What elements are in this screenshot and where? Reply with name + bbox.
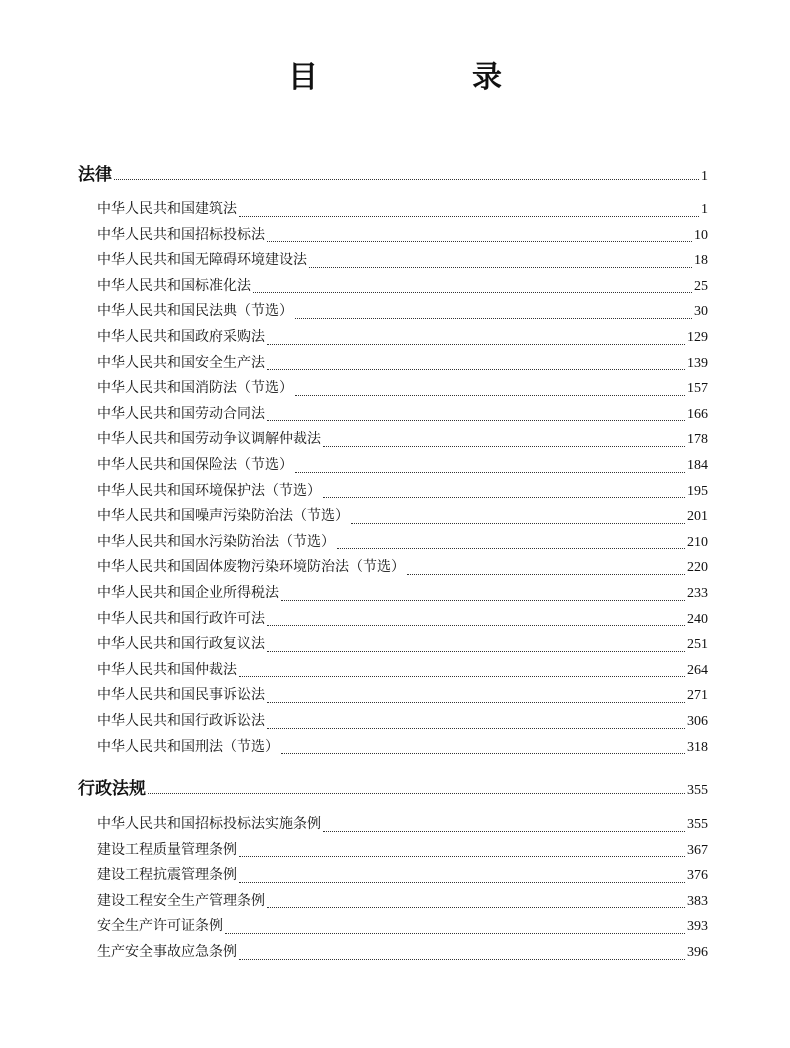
dot-leader — [267, 369, 685, 370]
entry-title: 安全生产许可证条例 — [97, 918, 223, 935]
entry-title: 生产安全事故应急条例 — [97, 944, 237, 960]
page-number: 264 — [687, 662, 708, 678]
page-number: 157 — [687, 381, 708, 397]
toc-entry[interactable] — [97, 275, 708, 299]
page-number: 393 — [687, 919, 708, 935]
dot-leader — [239, 676, 685, 677]
dot-leader — [239, 882, 685, 883]
toc-entry[interactable] — [97, 326, 708, 350]
entry-title: 中华人民共和国无障碍环境建设法 — [97, 252, 307, 269]
toc-section-heading[interactable] — [78, 774, 708, 800]
page-number: 129 — [687, 330, 708, 345]
dot-leader — [267, 702, 685, 703]
dot-leader — [225, 933, 685, 934]
toc-entry[interactable] — [97, 813, 708, 837]
page-number: 251 — [687, 637, 708, 653]
page-number: 1 — [701, 169, 708, 184]
toc-entry[interactable] — [97, 300, 708, 324]
toc-entry[interactable] — [97, 633, 708, 657]
toc-entry[interactable] — [97, 403, 708, 427]
page-number: 184 — [687, 458, 708, 473]
entry-title: 中华人民共和国招标投标法 — [97, 226, 265, 243]
toc-entry[interactable] — [97, 710, 708, 734]
page-number: 271 — [687, 688, 708, 704]
entry-title: 中华人民共和国行政许可法 — [97, 610, 265, 627]
page-number: 383 — [687, 893, 708, 909]
toc-entry[interactable] — [97, 198, 708, 222]
page-number: 318 — [687, 739, 708, 755]
dot-leader — [295, 318, 692, 319]
entry-title: 中华人民共和国政府采购法 — [97, 329, 265, 345]
page-number: 240 — [687, 611, 708, 627]
dot-leader — [337, 548, 685, 549]
dot-leader — [351, 523, 685, 524]
entry-title: 中华人民共和国刑法（节选） — [97, 738, 279, 755]
dot-leader — [295, 472, 685, 473]
page-number: 355 — [687, 783, 708, 798]
entry-title: 中华人民共和国建筑法 — [97, 201, 237, 217]
entry-title: 中华人民共和国行政复议法 — [97, 636, 265, 653]
toc-entry[interactable] — [97, 556, 708, 580]
page-number: 195 — [687, 483, 708, 499]
dot-leader — [267, 420, 685, 421]
entry-title: 建设工程抗震管理条例 — [97, 867, 237, 884]
entry-title: 中华人民共和国招标投标法实施条例 — [97, 816, 321, 832]
toc-entry[interactable] — [97, 249, 708, 273]
toc-entry[interactable] — [97, 454, 708, 478]
dot-leader — [114, 179, 699, 180]
toc-entry[interactable] — [97, 864, 708, 888]
toc-entry[interactable] — [97, 659, 708, 683]
dot-leader — [267, 651, 685, 652]
entry-title: 中华人民共和国噪声污染防治法（节选） — [97, 508, 349, 525]
toc-entry[interactable] — [97, 915, 708, 939]
toc-entry[interactable] — [97, 428, 708, 452]
entry-title: 中华人民共和国水污染防治法（节选） — [97, 533, 335, 550]
page-title: 目 录 — [288, 60, 564, 95]
page-number: 30 — [694, 304, 708, 320]
page-number: 233 — [687, 586, 708, 601]
toc-entry[interactable] — [97, 531, 708, 555]
entry-title: 中华人民共和国安全生产法 — [97, 354, 265, 371]
entry-title: 中华人民共和国劳动合同法 — [97, 405, 265, 422]
toc-entry[interactable] — [97, 890, 708, 914]
page-number: 1 — [701, 202, 708, 217]
dot-leader — [267, 344, 685, 345]
dot-leader — [239, 856, 685, 857]
toc-entry[interactable] — [97, 941, 708, 965]
entry-title: 中华人民共和国仲裁法 — [97, 661, 237, 678]
page-number: 139 — [687, 355, 708, 371]
toc-entry[interactable] — [97, 582, 708, 606]
dot-leader — [148, 793, 685, 794]
dot-leader — [323, 831, 685, 832]
page-number: 10 — [694, 227, 708, 243]
entry-title: 中华人民共和国固体废物污染环境防治法（节选） — [97, 559, 405, 576]
page-number: 367 — [687, 842, 708, 858]
dot-leader — [239, 216, 699, 217]
toc-section-heading[interactable] — [78, 160, 708, 186]
toc-entry[interactable] — [97, 736, 708, 760]
toc-entry[interactable] — [97, 839, 708, 863]
entry-title: 中华人民共和国保险法（节选） — [97, 457, 293, 473]
dot-leader — [281, 600, 685, 601]
dot-leader — [253, 292, 692, 293]
page-number: 166 — [687, 406, 708, 422]
page-number: 201 — [687, 509, 708, 525]
page-number: 220 — [687, 560, 708, 576]
entry-title: 建设工程安全生产管理条例 — [97, 892, 265, 909]
dot-leader — [309, 267, 692, 268]
page-number: 25 — [694, 278, 708, 294]
page-number: 376 — [687, 868, 708, 884]
toc-entry[interactable] — [97, 684, 708, 708]
dot-leader — [267, 907, 685, 908]
dot-leader — [407, 574, 685, 575]
dot-leader — [323, 497, 685, 498]
page-number: 178 — [687, 432, 708, 448]
toc-entry[interactable] — [97, 377, 708, 401]
entry-title: 中华人民共和国企业所得税法 — [97, 585, 279, 601]
page-number: 306 — [687, 714, 708, 729]
entry-title: 中华人民共和国行政诉讼法 — [97, 713, 265, 729]
entry-title: 中华人民共和国环境保护法（节选） — [97, 482, 321, 499]
entry-title: 中华人民共和国标准化法 — [97, 277, 251, 294]
toc-entry[interactable] — [97, 505, 708, 529]
toc-entry[interactable] — [97, 352, 708, 376]
page-number: 18 — [694, 253, 708, 269]
page-number: 210 — [687, 534, 708, 550]
dot-leader — [267, 625, 685, 626]
dot-leader — [267, 728, 685, 729]
section-title: 法律 — [78, 165, 112, 185]
page-number: 355 — [687, 817, 708, 832]
entry-title: 建设工程质量管理条例 — [97, 841, 237, 858]
entry-title: 中华人民共和国消防法（节选） — [97, 380, 293, 397]
entry-title: 中华人民共和国民事诉讼法 — [97, 687, 265, 704]
dot-leader — [239, 959, 685, 960]
toc-entry[interactable] — [97, 608, 708, 632]
dot-leader — [295, 395, 685, 396]
section-title: 行政法规 — [78, 779, 146, 799]
entry-title: 中华人民共和国民法典（节选） — [97, 303, 293, 320]
toc-entry[interactable] — [97, 480, 708, 504]
page-number: 396 — [687, 945, 708, 960]
dot-leader — [281, 753, 685, 754]
dot-leader — [323, 446, 685, 447]
entry-title: 中华人民共和国劳动争议调解仲裁法 — [97, 431, 321, 448]
dot-leader — [267, 241, 692, 242]
toc-entry[interactable] — [97, 224, 708, 248]
